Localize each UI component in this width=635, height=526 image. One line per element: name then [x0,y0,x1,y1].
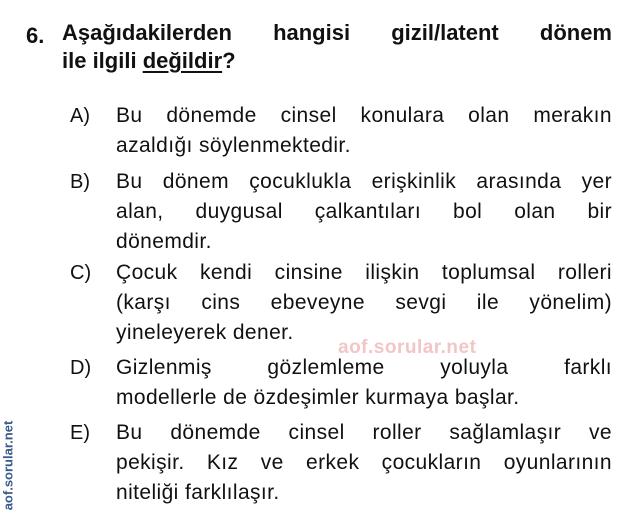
question-stem-prefix: ile ilgili [62,48,143,73]
option-a-letter: A) [70,105,90,127]
option-b-line-3: dönemdir. [116,230,212,253]
option-c-letter: C) [70,262,92,284]
option-a-text [116,101,612,161]
question-number: 6. [26,23,45,48]
question-stem-line-2 [62,47,612,75]
option-e-letter: E) [70,422,90,444]
question-stem-line-1: Aşağıdakilerden hangisi gizil/latent dönem [62,20,612,45]
option-b-text [116,167,612,257]
option-a-line-1: Bu dönemde cinsel konulara olan merakın [116,104,612,127]
question-stem-suffix: ? [222,48,236,73]
option-d-text [116,353,612,413]
option-a-line-2: azaldığı söylenmektedir. [116,134,351,157]
option-e-line-2: pekişir. Kız ve erkek çocukların oyunlarının [116,451,612,474]
option-c-line-1: Çocuk kendi cinsine ilişkin toplumsal rolleri [116,261,612,284]
option-c-text [116,258,612,348]
watermark-side: aof.sorular.net [0,420,16,511]
option-b-line-2: alan, duygusal çalkantıları bol olan bir [116,200,612,223]
option-b-line-1: Bu dönem çocuklukla erişkinlik arasında yer [116,170,612,193]
option-c-line-3: yineleyerek dener. [116,321,294,344]
option-e-line-3: niteliği farklılaşır. [116,481,280,504]
option-e-text [116,418,612,508]
option-c-line-2: (karşı cins ebeveyne sevgi ile yönelim) [116,291,612,314]
option-e-line-1: Bu dönemde cinsel roller sağlamlaşır ve [116,421,612,444]
question-stem [62,19,612,75]
question-negation-word: değildir [142,48,223,73]
watermark-center: aof.sorular.net [338,337,477,358]
option-d-letter: D) [70,357,92,379]
option-b-letter: B) [70,171,90,193]
option-d-line-1: Gizlenmiş gözlemleme yoluyla farklı [116,356,612,379]
option-d-line-2: modellerle de özdeşimler kurmaya başlar. [116,386,520,409]
